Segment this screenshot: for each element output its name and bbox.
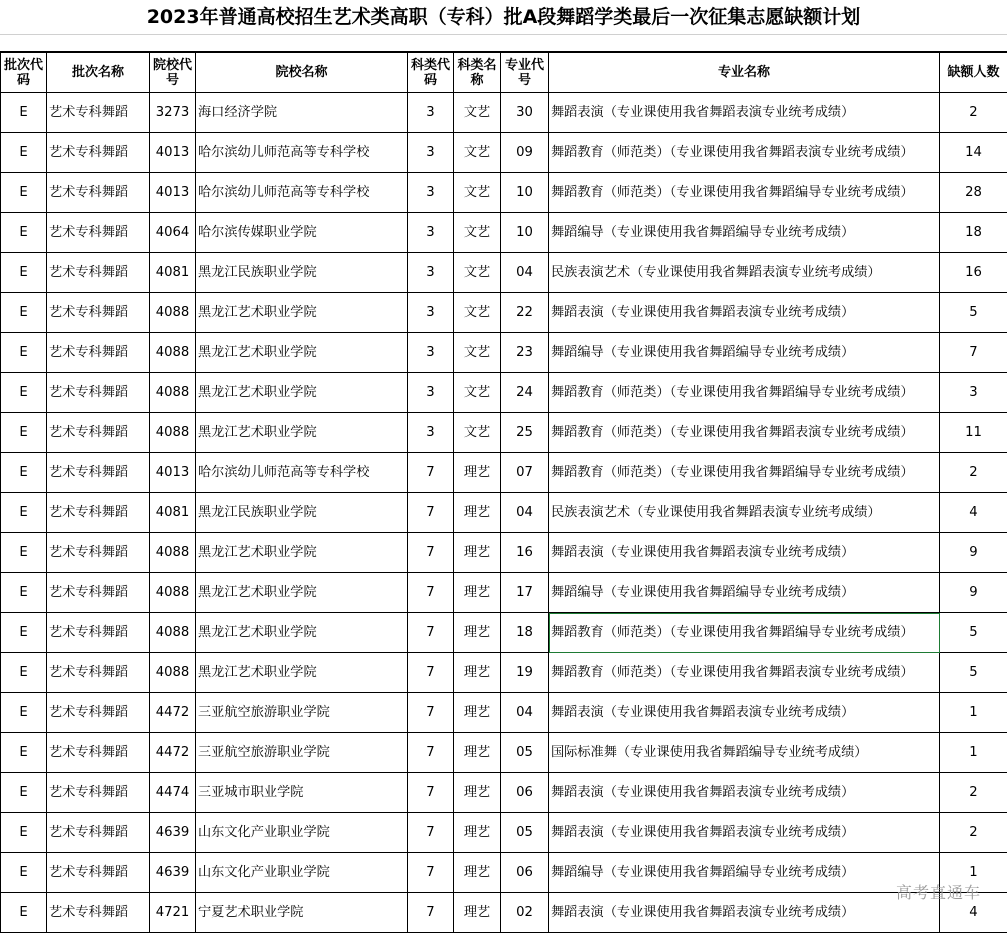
cell-major-name[interactable]: 舞蹈表演（专业课使用我省舞蹈表演专业统考成绩）	[549, 693, 940, 733]
cell-batch-code[interactable]: E	[1, 693, 47, 733]
cell-school-code[interactable]: 4088	[150, 573, 196, 613]
cell-major-name[interactable]: 舞蹈编导（专业课使用我省舞蹈编导专业统考成绩）	[549, 213, 940, 253]
cell-batch-code[interactable]: E	[1, 613, 47, 653]
header-batch-code: 批次代码	[1, 53, 47, 93]
cell-school-code[interactable]: 4064	[150, 213, 196, 253]
cell-major-code[interactable]: 24	[501, 373, 549, 413]
cell-school-code[interactable]: 4721	[150, 893, 196, 933]
cell-major-code[interactable]: 06	[501, 773, 549, 813]
cell-subject-code[interactable]: 3	[408, 213, 454, 253]
cell-school-name[interactable]: 山东文化产业职业学院	[196, 853, 408, 893]
cell-major-name[interactable]: 舞蹈教育（师范类）（专业课使用我省舞蹈表演专业统考成绩）	[549, 653, 940, 693]
cell-subject-name[interactable]: 文艺	[454, 373, 501, 413]
cell-vacancy-count[interactable]: 14	[940, 133, 1007, 173]
cell-batch-name[interactable]: 艺术专科舞蹈	[47, 573, 150, 613]
cell-batch-name[interactable]: 艺术专科舞蹈	[47, 493, 150, 533]
cell-major-code[interactable]: 19	[501, 653, 549, 693]
cell-subject-name[interactable]: 文艺	[454, 253, 501, 293]
cell-batch-code[interactable]: E	[1, 253, 47, 293]
cell-major-code[interactable]: 04	[501, 493, 549, 533]
cell-vacancy-count[interactable]: 16	[940, 253, 1007, 293]
cell-vacancy-count[interactable]: 3	[940, 373, 1007, 413]
cell-subject-code[interactable]: 7	[408, 813, 454, 853]
cell-school-code[interactable]: 4639	[150, 813, 196, 853]
cell-school-code[interactable]: 4088	[150, 293, 196, 333]
cell-subject-name[interactable]: 理艺	[454, 853, 501, 893]
cell-batch-name[interactable]: 艺术专科舞蹈	[47, 453, 150, 493]
cell-batch-code[interactable]: E	[1, 573, 47, 613]
cell-batch-name[interactable]: 艺术专科舞蹈	[47, 413, 150, 453]
cell-subject-code[interactable]: 7	[408, 573, 454, 613]
cell-major-code[interactable]: 09	[501, 133, 549, 173]
cell-subject-name[interactable]: 文艺	[454, 173, 501, 213]
cell-vacancy-count[interactable]: 1	[940, 733, 1007, 773]
quota-table	[0, 52, 1007, 933]
cell-major-code[interactable]: 04	[501, 253, 549, 293]
cell-batch-name[interactable]: 艺术专科舞蹈	[47, 613, 150, 653]
cell-school-name[interactable]: 海口经济学院	[196, 93, 408, 133]
cell-batch-name[interactable]: 艺术专科舞蹈	[47, 173, 150, 213]
page-title: 2023年普通高校招生艺术类高职（专科）批A段舞蹈学类最后一次征集志愿缺额计划	[0, 0, 1007, 35]
cell-batch-code[interactable]: E	[1, 413, 47, 453]
cell-vacancy-count[interactable]: 9	[940, 533, 1007, 573]
cell-major-name[interactable]: 舞蹈编导（专业课使用我省舞蹈编导专业统考成绩）	[549, 853, 940, 893]
table-row[interactable]	[1, 893, 1007, 933]
table-row[interactable]	[1, 853, 1007, 893]
cell-major-code[interactable]: 16	[501, 533, 549, 573]
cell-school-name[interactable]: 哈尔滨幼儿师范高等专科学校	[196, 173, 408, 213]
cell-subject-name[interactable]: 文艺	[454, 93, 501, 133]
cell-vacancy-count[interactable]: 18	[940, 213, 1007, 253]
header-school-code: 院校代号	[150, 53, 196, 93]
cell-major-name[interactable]: 舞蹈表演（专业课使用我省舞蹈表演专业统考成绩）	[549, 813, 940, 853]
cell-batch-code[interactable]: E	[1, 453, 47, 493]
cell-vacancy-count[interactable]: 11	[940, 413, 1007, 453]
cell-major-code[interactable]: 04	[501, 693, 549, 733]
cell-batch-code[interactable]: E	[1, 213, 47, 253]
cell-school-code[interactable]: 4081	[150, 493, 196, 533]
cell-batch-name[interactable]: 艺术专科舞蹈	[47, 333, 150, 373]
cell-school-code[interactable]: 4088	[150, 333, 196, 373]
cell-school-name[interactable]: 三亚城市职业学院	[196, 773, 408, 813]
cell-major-code[interactable]: 25	[501, 413, 549, 453]
cell-batch-code[interactable]: E	[1, 173, 47, 213]
table-row[interactable]	[1, 813, 1007, 853]
table-row[interactable]	[1, 733, 1007, 773]
cell-major-name[interactable]: 舞蹈表演（专业课使用我省舞蹈表演专业统考成绩）	[549, 773, 940, 813]
cell-subject-name[interactable]: 理艺	[454, 573, 501, 613]
cell-batch-code[interactable]: E	[1, 773, 47, 813]
cell-major-name[interactable]: 舞蹈教育（师范类）（专业课使用我省舞蹈表演专业统考成绩）	[549, 133, 940, 173]
header-vacancy-count: 缺额人数	[940, 53, 1007, 93]
cell-school-code[interactable]: 4088	[150, 413, 196, 453]
cell-school-code[interactable]: 4088	[150, 373, 196, 413]
cell-school-name[interactable]: 哈尔滨传媒职业学院	[196, 213, 408, 253]
cell-subject-name[interactable]: 文艺	[454, 293, 501, 333]
table-row[interactable]	[1, 413, 1007, 453]
cell-major-name[interactable]: 国际标准舞（专业课使用我省舞蹈编导专业统考成绩）	[549, 733, 940, 773]
cell-batch-name[interactable]: 艺术专科舞蹈	[47, 893, 150, 933]
cell-batch-name[interactable]: 艺术专科舞蹈	[47, 533, 150, 573]
cell-school-name[interactable]: 哈尔滨幼儿师范高等专科学校	[196, 133, 408, 173]
cell-batch-code[interactable]: E	[1, 373, 47, 413]
cell-batch-name[interactable]: 艺术专科舞蹈	[47, 693, 150, 733]
table-row[interactable]	[1, 133, 1007, 173]
cell-vacancy-count[interactable]: 4	[940, 893, 1007, 933]
cell-major-code[interactable]: 05	[501, 813, 549, 853]
cell-school-code[interactable]: 4013	[150, 133, 196, 173]
header-subject-name: 科类名称	[454, 53, 501, 93]
cell-subject-name[interactable]: 理艺	[454, 693, 501, 733]
cell-subject-code[interactable]: 7	[408, 533, 454, 573]
cell-vacancy-count[interactable]: 4	[940, 493, 1007, 533]
cell-major-name[interactable]: 民族表演艺术（专业课使用我省舞蹈表演专业统考成绩）	[549, 253, 940, 293]
cell-school-name[interactable]: 黑龙江艺术职业学院	[196, 373, 408, 413]
table-row[interactable]	[1, 653, 1007, 693]
cell-school-name[interactable]: 哈尔滨幼儿师范高等专科学校	[196, 453, 408, 493]
table-row[interactable]	[1, 693, 1007, 733]
table-row[interactable]	[1, 253, 1007, 293]
cell-vacancy-count[interactable]: 2	[940, 813, 1007, 853]
cell-major-name[interactable]: 舞蹈编导（专业课使用我省舞蹈编导专业统考成绩）	[549, 573, 940, 613]
cell-major-code[interactable]: 30	[501, 93, 549, 133]
cell-school-code[interactable]: 3273	[150, 93, 196, 133]
cell-vacancy-count[interactable]: 2	[940, 773, 1007, 813]
cell-major-name[interactable]: 舞蹈编导（专业课使用我省舞蹈编导专业统考成绩）	[549, 333, 940, 373]
cell-batch-name[interactable]: 艺术专科舞蹈	[47, 853, 150, 893]
cell-subject-code[interactable]: 7	[408, 653, 454, 693]
cell-major-code[interactable]: 05	[501, 733, 549, 773]
cell-subject-name[interactable]: 文艺	[454, 333, 501, 373]
cell-batch-code[interactable]: E	[1, 133, 47, 173]
table-row[interactable]	[1, 573, 1007, 613]
cell-school-name[interactable]: 黑龙江民族职业学院	[196, 493, 408, 533]
cell-subject-name[interactable]: 文艺	[454, 133, 501, 173]
cell-batch-name[interactable]: 艺术专科舞蹈	[47, 133, 150, 173]
cell-major-name[interactable]: 舞蹈表演（专业课使用我省舞蹈表演专业统考成绩）	[549, 893, 940, 933]
cell-vacancy-count[interactable]: 1	[940, 853, 1007, 893]
cell-batch-code[interactable]: E	[1, 333, 47, 373]
cell-subject-name[interactable]: 理艺	[454, 813, 501, 853]
cell-major-name[interactable]: 民族表演艺术（专业课使用我省舞蹈表演专业统考成绩）	[549, 493, 940, 533]
cell-subject-code[interactable]: 7	[408, 493, 454, 533]
cell-vacancy-count[interactable]: 9	[940, 573, 1007, 613]
table-row[interactable]	[1, 93, 1007, 133]
cell-school-code[interactable]: 4013	[150, 173, 196, 213]
cell-school-name[interactable]: 黑龙江艺术职业学院	[196, 613, 408, 653]
cell-school-name[interactable]: 三亚航空旅游职业学院	[196, 733, 408, 773]
cell-subject-name[interactable]: 文艺	[454, 213, 501, 253]
table-row[interactable]	[1, 373, 1007, 413]
cell-major-code[interactable]: 17	[501, 573, 549, 613]
cell-subject-name[interactable]: 理艺	[454, 453, 501, 493]
cell-subject-code[interactable]: 7	[408, 853, 454, 893]
cell-subject-code[interactable]: 3	[408, 173, 454, 213]
cell-subject-name[interactable]: 理艺	[454, 773, 501, 813]
cell-subject-name[interactable]: 理艺	[454, 653, 501, 693]
cell-major-name[interactable]: 舞蹈表演（专业课使用我省舞蹈表演专业统考成绩）	[549, 293, 940, 333]
cell-major-name[interactable]: 舞蹈表演（专业课使用我省舞蹈表演专业统考成绩）	[549, 533, 940, 573]
table-row[interactable]	[1, 173, 1007, 213]
cell-vacancy-count[interactable]: 5	[940, 653, 1007, 693]
cell-subject-name[interactable]: 理艺	[454, 893, 501, 933]
cell-school-name[interactable]: 黑龙江艺术职业学院	[196, 413, 408, 453]
cell-major-name[interactable]: 舞蹈教育（师范类）（专业课使用我省舞蹈编导专业统考成绩）	[549, 613, 940, 653]
cell-school-name[interactable]: 山东文化产业职业学院	[196, 813, 408, 853]
cell-major-name[interactable]: 舞蹈教育（师范类）（专业课使用我省舞蹈编导专业统考成绩）	[549, 173, 940, 213]
cell-subject-name[interactable]: 文艺	[454, 413, 501, 453]
cell-subject-code[interactable]: 3	[408, 413, 454, 453]
cell-batch-name[interactable]: 艺术专科舞蹈	[47, 733, 150, 773]
cell-batch-name[interactable]: 艺术专科舞蹈	[47, 93, 150, 133]
cell-subject-code[interactable]: 3	[408, 373, 454, 413]
cell-subject-code[interactable]: 3	[408, 93, 454, 133]
cell-school-code[interactable]: 4472	[150, 693, 196, 733]
cell-school-name[interactable]: 黑龙江艺术职业学院	[196, 333, 408, 373]
cell-subject-code[interactable]: 7	[408, 453, 454, 493]
cell-school-code[interactable]: 4639	[150, 853, 196, 893]
cell-school-name[interactable]: 三亚航空旅游职业学院	[196, 693, 408, 733]
cell-vacancy-count[interactable]: 2	[940, 453, 1007, 493]
cell-subject-code[interactable]: 3	[408, 333, 454, 373]
cell-school-code[interactable]: 4088	[150, 613, 196, 653]
header-subject-code: 科类代码	[408, 53, 454, 93]
cell-batch-code[interactable]: E	[1, 813, 47, 853]
cell-school-name[interactable]: 黑龙江民族职业学院	[196, 253, 408, 293]
table-row[interactable]	[1, 453, 1007, 493]
cell-major-name[interactable]: 舞蹈表演（专业课使用我省舞蹈表演专业统考成绩）	[549, 93, 940, 133]
cell-batch-code[interactable]: E	[1, 893, 47, 933]
cell-school-code[interactable]: 4088	[150, 653, 196, 693]
cell-school-code[interactable]: 4088	[150, 533, 196, 573]
cell-school-code[interactable]: 4474	[150, 773, 196, 813]
cell-subject-code[interactable]: 3	[408, 133, 454, 173]
cell-subject-code[interactable]: 3	[408, 293, 454, 333]
cell-school-name[interactable]: 黑龙江艺术职业学院	[196, 573, 408, 613]
blank-row	[0, 35, 1007, 52]
table-row[interactable]	[1, 213, 1007, 253]
cell-vacancy-count[interactable]: 28	[940, 173, 1007, 213]
cell-school-code[interactable]: 4081	[150, 253, 196, 293]
header-major-code: 专业代号	[501, 53, 549, 93]
cell-subject-code[interactable]: 7	[408, 693, 454, 733]
cell-major-code[interactable]: 10	[501, 173, 549, 213]
cell-batch-code[interactable]: E	[1, 93, 47, 133]
cell-batch-name[interactable]: 艺术专科舞蹈	[47, 373, 150, 413]
table-body	[1, 93, 1007, 933]
cell-batch-name[interactable]: 艺术专科舞蹈	[47, 253, 150, 293]
cell-batch-code[interactable]: E	[1, 853, 47, 893]
table-row[interactable]	[1, 773, 1007, 813]
cell-major-code[interactable]: 18	[501, 613, 549, 653]
cell-major-code[interactable]: 10	[501, 213, 549, 253]
cell-subject-name[interactable]: 理艺	[454, 533, 501, 573]
cell-school-name[interactable]: 黑龙江艺术职业学院	[196, 293, 408, 333]
cell-school-code[interactable]: 4013	[150, 453, 196, 493]
cell-major-code[interactable]: 07	[501, 453, 549, 493]
header-school-name: 院校名称	[196, 53, 408, 93]
cell-major-name[interactable]: 舞蹈教育（师范类）（专业课使用我省舞蹈编导专业统考成绩）	[549, 373, 940, 413]
cell-subject-code[interactable]: 7	[408, 893, 454, 933]
cell-school-name[interactable]: 黑龙江艺术职业学院	[196, 533, 408, 573]
cell-major-name[interactable]: 舞蹈教育（师范类）（专业课使用我省舞蹈编导专业统考成绩）	[549, 453, 940, 493]
header-batch-name: 批次名称	[47, 53, 150, 93]
cell-major-name[interactable]: 舞蹈教育（师范类）（专业课使用我省舞蹈表演专业统考成绩）	[549, 413, 940, 453]
cell-subject-code[interactable]: 7	[408, 773, 454, 813]
cell-subject-name[interactable]: 理艺	[454, 493, 501, 533]
cell-major-code[interactable]: 02	[501, 893, 549, 933]
cell-vacancy-count[interactable]: 5	[940, 293, 1007, 333]
cell-subject-code[interactable]: 7	[408, 733, 454, 773]
cell-vacancy-count[interactable]: 7	[940, 333, 1007, 373]
cell-school-name[interactable]: 宁夏艺术职业学院	[196, 893, 408, 933]
cell-batch-name[interactable]: 艺术专科舞蹈	[47, 213, 150, 253]
cell-major-code[interactable]: 06	[501, 853, 549, 893]
cell-batch-name[interactable]: 艺术专科舞蹈	[47, 813, 150, 853]
table-row[interactable]	[1, 293, 1007, 333]
cell-batch-code[interactable]: E	[1, 653, 47, 693]
table-row[interactable]	[1, 333, 1007, 373]
cell-major-code[interactable]: 23	[501, 333, 549, 373]
cell-batch-code[interactable]: E	[1, 293, 47, 333]
cell-subject-code[interactable]: 7	[408, 613, 454, 653]
header-row	[1, 53, 1007, 93]
watermark: 高考直通车	[895, 883, 981, 902]
cell-batch-name[interactable]: 艺术专科舞蹈	[47, 773, 150, 813]
cell-subject-name[interactable]: 理艺	[454, 733, 501, 773]
table-row[interactable]	[1, 493, 1007, 533]
table-row[interactable]	[1, 613, 1007, 653]
cell-batch-code[interactable]: E	[1, 493, 47, 533]
cell-vacancy-count[interactable]: 2	[940, 93, 1007, 133]
cell-batch-name[interactable]: 艺术专科舞蹈	[47, 293, 150, 333]
cell-batch-code[interactable]: E	[1, 733, 47, 773]
table-row[interactable]	[1, 533, 1007, 573]
cell-major-code[interactable]: 22	[501, 293, 549, 333]
cell-school-name[interactable]: 黑龙江艺术职业学院	[196, 653, 408, 693]
cell-school-code[interactable]: 4472	[150, 733, 196, 773]
cell-subject-name[interactable]: 理艺	[454, 613, 501, 653]
header-major-name: 专业名称	[549, 53, 940, 93]
cell-subject-code[interactable]: 3	[408, 253, 454, 293]
cell-vacancy-count[interactable]: 1	[940, 693, 1007, 733]
cell-batch-code[interactable]: E	[1, 533, 47, 573]
cell-vacancy-count[interactable]: 5	[940, 613, 1007, 653]
cell-batch-name[interactable]: 艺术专科舞蹈	[47, 653, 150, 693]
